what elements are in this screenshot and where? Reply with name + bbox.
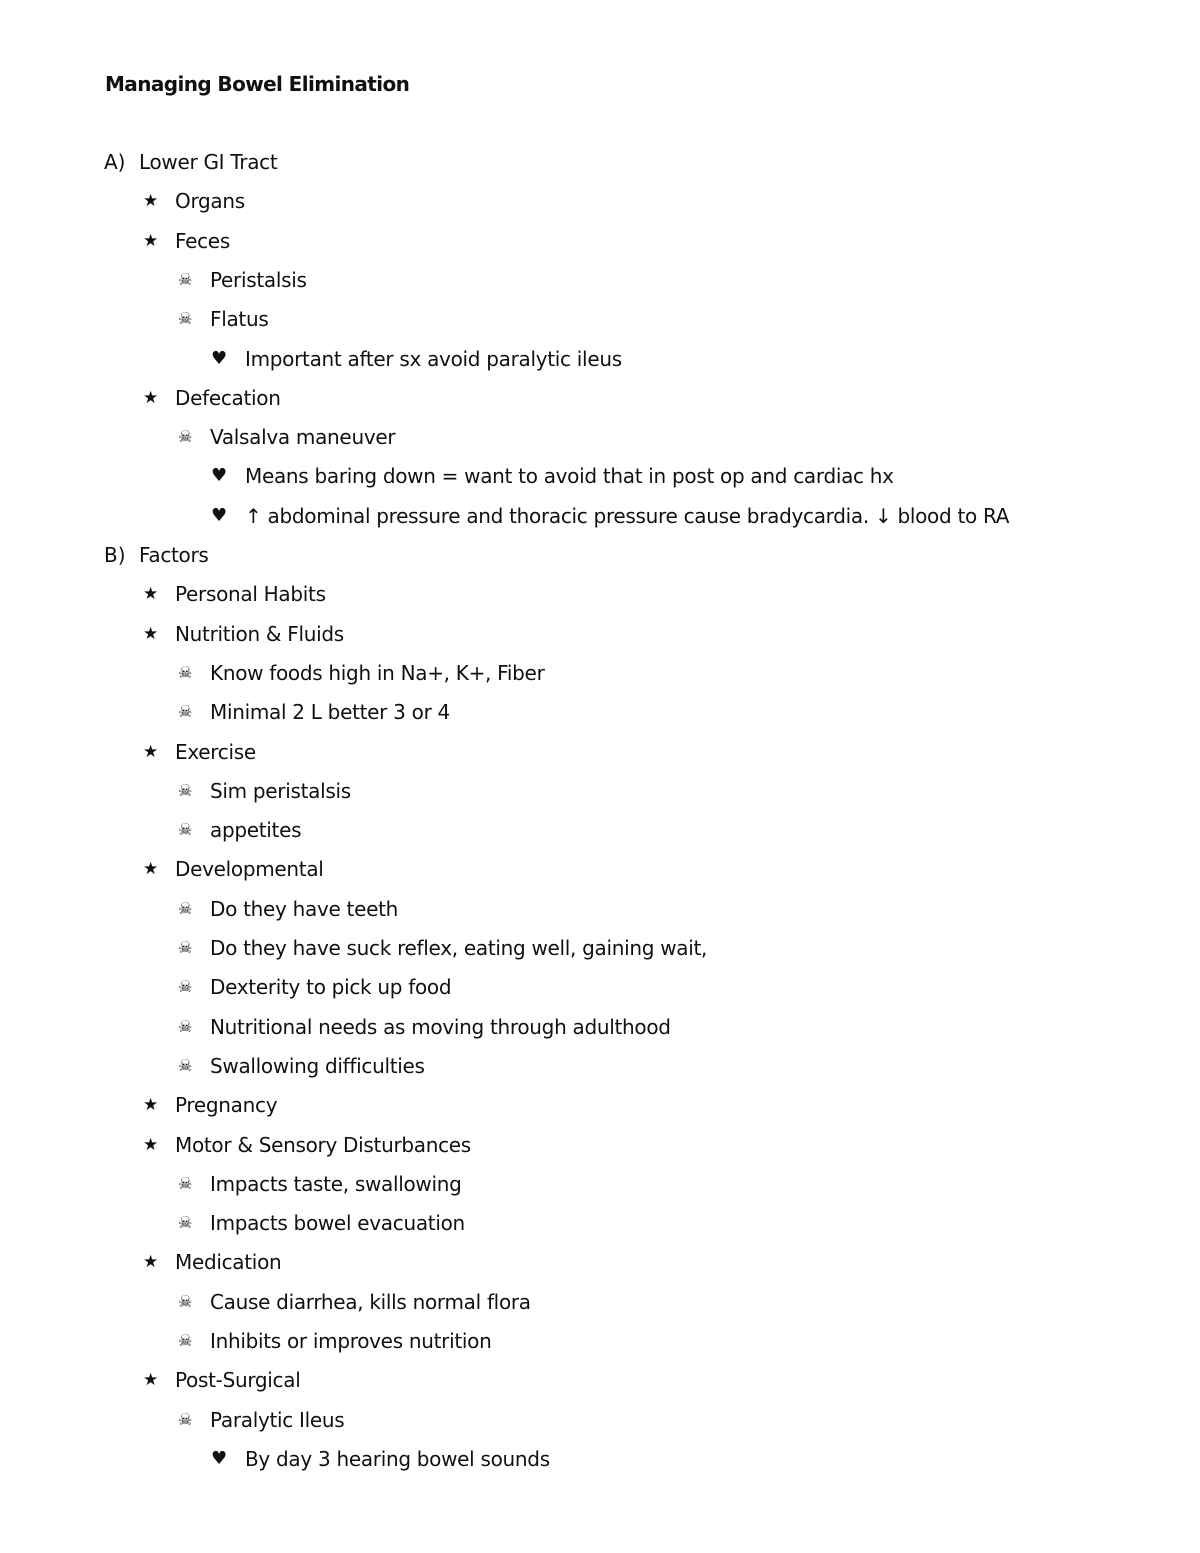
outline-item-text: Pregnancy xyxy=(175,1093,278,1118)
skull-crossbones-icon: ☠ xyxy=(178,309,193,329)
outline-item-text: Flatus xyxy=(210,307,269,332)
outline-item-text: Post-Surgical xyxy=(175,1368,301,1393)
star-icon: ★ xyxy=(143,1252,159,1273)
section-label: A) xyxy=(104,150,126,174)
skull-crossbones-icon: ☠ xyxy=(178,427,193,447)
outline-item-text: Cause diarrhea, kills normal flora xyxy=(210,1289,531,1314)
outline-item-text: Inhibits or improves nutrition xyxy=(210,1329,492,1353)
outline-item-text: Sim peristalsis xyxy=(210,778,351,803)
outline-item-text: Impacts taste, swallowing xyxy=(210,1171,462,1196)
outline-item-text: Means baring down = want to avoid that in post op and cardiac hx xyxy=(245,464,894,489)
outline-item-text: Do they have teeth xyxy=(210,896,399,921)
outline-item-text: Nutrition & Fluids xyxy=(175,621,344,646)
outline-item-text: Nutritional needs as moving through adulthood xyxy=(210,1014,671,1039)
star-icon: ★ xyxy=(143,191,159,212)
star-icon: ★ xyxy=(143,741,159,762)
outline-item-text: Valsalva maneuver xyxy=(210,425,396,450)
outline-item-text: Lower GI Tract xyxy=(139,150,278,174)
outline-item-text: Personal Habits xyxy=(175,582,326,607)
heart-icon: ♥ xyxy=(211,504,228,526)
star-icon: ★ xyxy=(143,623,159,644)
outline-item-text: Do they have suck reflex, eating well, gaining wait, xyxy=(210,936,708,960)
heart-icon: ♥ xyxy=(211,465,228,487)
skull-crossbones-icon: ☠ xyxy=(178,898,193,918)
outline-item-text: Defecation xyxy=(175,385,281,410)
skull-crossbones-icon: ☠ xyxy=(178,1409,193,1429)
outline-item-text: ↑ abdominal pressure and thoracic pressure cause bradycardia. ↓ blood to RA xyxy=(245,503,1010,528)
star-icon: ★ xyxy=(143,859,159,880)
outline-item-text: Dexterity to pick up food xyxy=(210,975,452,1000)
skull-crossbones-icon: ☠ xyxy=(178,938,193,957)
outline-item-text: Paralytic Ileus xyxy=(210,1407,345,1432)
skull-crossbones-icon: ☠ xyxy=(178,1016,193,1036)
skull-crossbones-icon: ☠ xyxy=(178,269,193,289)
outline-item-text: Swallowing difficulties xyxy=(210,1053,425,1078)
skull-crossbones-icon: ☠ xyxy=(178,1173,193,1193)
skull-crossbones-icon: ☠ xyxy=(178,1055,193,1075)
skull-crossbones-icon: ☠ xyxy=(178,1331,193,1350)
outline-item-text: Feces xyxy=(175,228,230,253)
skull-crossbones-icon: ☠ xyxy=(178,780,193,800)
star-icon: ★ xyxy=(143,1370,159,1391)
outline-item-text: Factors xyxy=(139,543,209,567)
skull-crossbones-icon: ☠ xyxy=(178,702,193,722)
outline-item-text: Peristalsis xyxy=(210,267,307,292)
page-title: Managing Bowel Elimination xyxy=(105,72,410,96)
skull-crossbones-icon: ☠ xyxy=(178,820,193,840)
skull-crossbones-icon: ☠ xyxy=(178,1291,193,1311)
outline-item-text: Developmental xyxy=(175,857,324,882)
outline-item-text: Exercise xyxy=(175,739,256,764)
star-icon: ★ xyxy=(143,1134,159,1155)
outline-item-text: Motor & Sensory Disturbances xyxy=(175,1132,471,1157)
skull-crossbones-icon: ☠ xyxy=(178,977,193,997)
outline-item-text: Know foods high in Na+, K+, Fiber xyxy=(210,660,545,685)
outline-item-text: Medication xyxy=(175,1250,282,1275)
outline-item-text: appetites xyxy=(210,818,302,843)
skull-crossbones-icon: ☠ xyxy=(178,1213,193,1233)
outline-item-text: By day 3 hearing bowel sounds xyxy=(245,1446,550,1471)
star-icon: ★ xyxy=(143,230,159,251)
outline-item-text: Impacts bowel evacuation xyxy=(210,1211,465,1236)
star-icon: ★ xyxy=(143,1095,159,1116)
heart-icon: ♥ xyxy=(211,347,228,369)
outline-item-text: Organs xyxy=(175,189,245,214)
star-icon: ★ xyxy=(143,584,159,605)
section-label: B) xyxy=(104,543,126,567)
heart-icon: ♥ xyxy=(211,1447,228,1469)
star-icon: ★ xyxy=(143,387,159,408)
outline-item-text: Minimal 2 L better 3 or 4 xyxy=(210,700,450,725)
skull-crossbones-icon: ☠ xyxy=(178,662,193,682)
outline-item-text: Important after sx avoid paralytic ileus xyxy=(245,346,622,371)
